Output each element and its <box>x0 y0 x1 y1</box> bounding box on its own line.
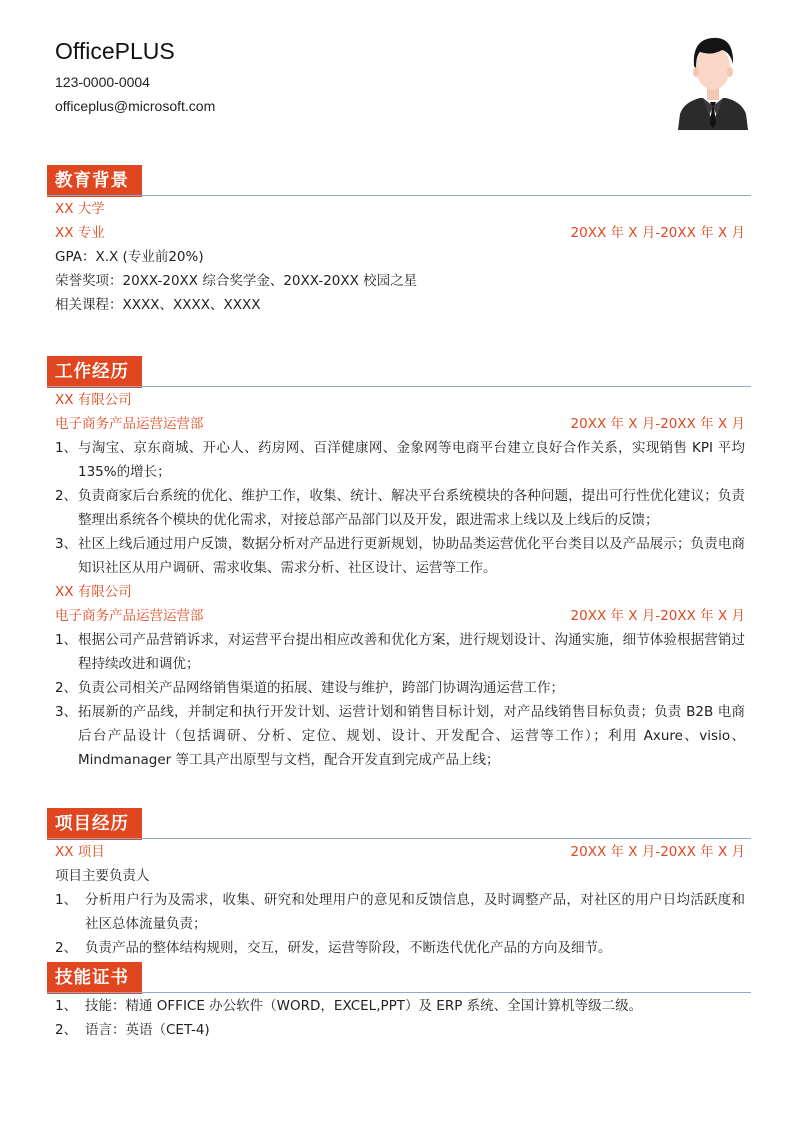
section-divider <box>47 838 751 839</box>
item-text: 负责商家后台系统的优化、维护工作，收集、统计、解决平台系统模块的各种问题，提出可行性优化建议；负责整理出系统各个模块的优化需求，对接总部产品部门以及开发，跟进需求上线以及上线后的反馈； <box>78 488 745 528</box>
item-number: 2、 <box>55 940 78 956</box>
courses: 相关课程：XXXX、XXXX、XXXX <box>55 297 261 313</box>
section-heading <box>47 962 751 994</box>
resume-header <box>55 36 215 118</box>
item-number: 3、 <box>55 536 78 552</box>
section-heading <box>47 808 751 840</box>
job-duty <box>47 436 751 484</box>
person-in-suit-avatar-icon <box>676 30 750 130</box>
item-number: 2、 <box>55 1022 78 1038</box>
section-divider <box>47 386 751 387</box>
dept-row <box>47 604 751 628</box>
project-title: 项目经历 <box>47 808 142 840</box>
project-duty <box>47 936 751 960</box>
item-number: 2、 <box>55 680 78 696</box>
department: 电子商务产品运营运营部 <box>55 416 204 432</box>
job-duty <box>47 532 751 580</box>
job-entry-2 <box>47 580 751 772</box>
job-date: 20XX 年 X 月-20XX 年 X 月 <box>570 608 745 624</box>
honors: 荣誉奖项：20XX-20XX 综合奖学金、20XX-20XX 校园之星 <box>55 273 418 289</box>
item-text: 分析用户行为及需求，收集、研究和处理用户的意见和反馈信息，及时调整产品，对社区的用户日均活跃度和社区总体流量负责； <box>85 892 745 932</box>
section-heading <box>47 356 751 388</box>
item-text: 与淘宝、京东商城、开心人、药房网、百洋健康网、金象网等电商平台建立良好合作关系，实现销售 KPI 平均 135%的增长； <box>78 440 745 480</box>
section-divider <box>47 195 751 196</box>
item-text: 负责公司相关产品网络销售渠道的拓展、建设与维护，跨部门协调沟通运营工作； <box>78 680 564 696</box>
section-divider <box>47 992 751 993</box>
skill-item <box>47 994 751 1018</box>
section-heading <box>47 165 751 197</box>
job-date: 20XX 年 X 月-20XX 年 X 月 <box>570 416 745 432</box>
job-duty <box>47 700 751 772</box>
item-number: 2、 <box>55 488 78 504</box>
item-number: 1、 <box>55 892 78 908</box>
item-text: 拓展新的产品线，并制定和执行开发计划、运营计划和销售目标计划，对产品线销售目标负责；负责 B2B 电商后台产品设计（包括调研、分析、定位、规划、设计、开发配合、运营等工作）；利用 Axure、visio、Mindmanager 等工具产出原型与文档，配合开发直到完成产品上线； <box>78 704 745 768</box>
item-number: 1、 <box>55 998 78 1014</box>
phone-number: 123-0000-0004 <box>55 74 150 90</box>
job-duty <box>47 676 751 700</box>
major-name: XX 专业 <box>55 225 105 241</box>
school-name: XX 大学 <box>55 201 105 217</box>
dept-row <box>47 412 751 436</box>
item-text: 根据公司产品营销诉求，对运营平台提出相应改善和优化方案，进行规划设计、沟通实施，细节体验根据营销过程持续改进和调优； <box>78 632 745 672</box>
project-date: 20XX 年 X 月-20XX 年 X 月 <box>570 844 745 860</box>
job-duty <box>47 628 751 676</box>
skills-section <box>47 962 751 1042</box>
skill-item <box>47 1018 751 1042</box>
skills-title: 技能证书 <box>47 962 142 994</box>
job-duty <box>47 484 751 532</box>
project-duty <box>47 888 751 936</box>
item-text: 技能：精通 OFFICE 办公软件（WORD，EXCEL,PPT）及 ERP 系统、全国计算机等级二级。 <box>85 998 643 1014</box>
work-title: 工作经历 <box>47 356 142 388</box>
item-number: 1、 <box>55 632 78 648</box>
item-number: 1、 <box>55 440 78 456</box>
company-name: XX 有限公司 <box>55 392 132 408</box>
item-number: 3、 <box>55 704 78 720</box>
email-address: officeplus@microsoft.com <box>55 98 216 114</box>
company-name: XX 有限公司 <box>55 584 132 600</box>
education-section <box>47 165 751 317</box>
education-title: 教育背景 <box>47 165 142 197</box>
gpa: GPA：X.X (专业前20%) <box>55 249 204 265</box>
education-date: 20XX 年 X 月-20XX 年 X 月 <box>570 225 745 241</box>
item-text: 社区上线后通过用户反馈，数据分析对产品进行更新规划，协助品类运营优化平台类目以及产品展示；负责电商知识社区从用户调研、需求收集、需求分析、社区设计、运营等工作。 <box>78 536 745 576</box>
candidate-name: OfficePLUS <box>55 38 175 64</box>
item-text: 语言：英语（CET-4) <box>85 1022 210 1038</box>
item-text: 负责产品的整体结构规则，交互，研发，运营等阶段，不断迭代优化产品的方向及细节。 <box>85 940 612 956</box>
major-row <box>47 221 751 245</box>
job-entry-1 <box>47 388 751 580</box>
project-role: 项目主要负责人 <box>55 868 150 884</box>
department: 电子商务产品运营运营部 <box>55 608 204 624</box>
project-row <box>47 840 751 864</box>
project-name: XX 项目 <box>55 844 105 860</box>
work-section <box>47 356 751 772</box>
project-section <box>47 808 751 960</box>
